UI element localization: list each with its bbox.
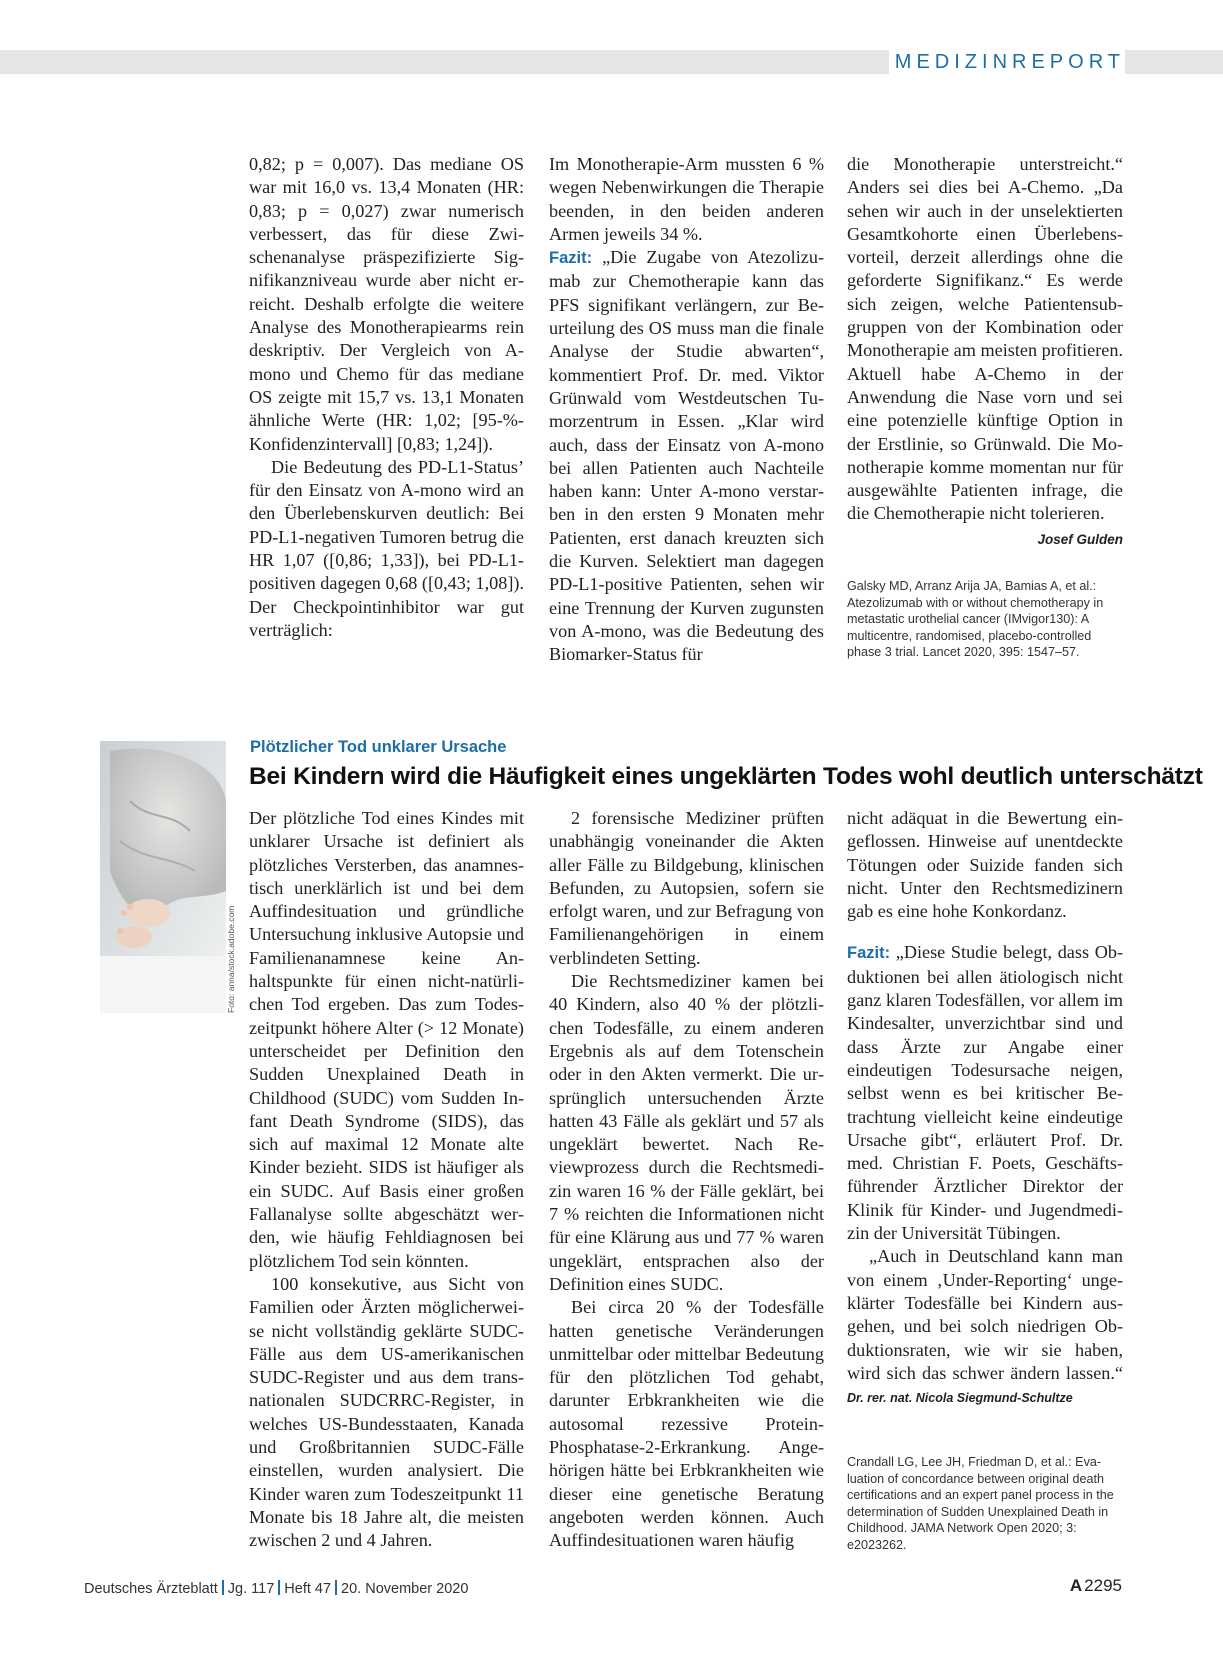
fazit-label: Fazit: xyxy=(847,944,891,963)
footer-issue: Heft 47 xyxy=(284,1581,332,1597)
article1-col1-paragraph-2: Die Bedeutung des PD-L1-Status’ für den Einsatz von A-mono wird an den Überlebenskurven deutlich: Bei PD-L1-negativen Tumoren betrug die HR 1,07 ([0,86; 1,33]), bei PD-L1-positiven dagegen 0,68 ([0,43; 1,08]). Der Checkpointinhibitor war gut verträglich: xyxy=(249,456,524,640)
footer xyxy=(84,1580,468,1597)
footer-date: 20. November 2020 xyxy=(341,1581,469,1597)
article1-col2-paragraph-1: Im Monotherapie-Arm mussten 6 % wegen Nebenwirkungen die Therapie beenden, in den beiden anderen Armen jeweils 34 %. xyxy=(549,154,824,244)
baby-photo xyxy=(100,741,226,1013)
article1-column-1 xyxy=(249,153,524,642)
footer-journal: Deutsches Ärzteblatt xyxy=(84,1581,218,1597)
article1-column-2 xyxy=(549,153,824,667)
article2-col3-text: „Auch in Deutschland kann man von einem ‚Under-Reporting‘ ungeklärter Todesfälle bei Kindern ausgehen, und bei solch niedrigen Obduktionsraten, wie wir sie haben, wird sich das schwer ändern lassen.“ xyxy=(847,1246,1123,1383)
article1-reference: Galsky MD, Arranz Arija JA, Bamias A, et al.: Atezolizumab with or without chemotherapy in metastatic urothelial cancer (IMvigor130): A multicentre, randomised, placebo-controlled phase 3 trial. Lancet 2020, 395: 1547–57. xyxy=(847,579,1104,659)
article1-col3-text: die Monotherapie unterstreicht.“ Anders sei dies bei A-Chemo. „Da sehen wir auch in der unselektierten Gesamtkohorte einen Überlebensvorteil, derzeit allerdings ohne die geforderte Signifikanz.“ Es werde sich zeigen, welche Patientensubgruppen von der Kombination oder Monotherapie am meisten profitieren. Aktuell habe A-Chemo in der Anwendung die Nase vorn und sei eine potenzielle künftige Option in der Erstlinie, so Grünwald. Die Monotherapie komme momentan nur für ausgewählte Patienten infrage, die die Chemotherapie nicht tolerieren. xyxy=(847,154,1123,524)
fazit-text: „Die Zugabe von Atezolizumab zur Chemotherapie kann das PFS signifikant verlängern, zur Beurteilung des OS muss man die finale Analyse der Studie abwarten“, kommentiert Prof. Dr. med. Viktor Grünwald vom Westdeutschen Tumorzentrum in Essen. „Klar wird auch, dass der Einsatz von A-mono bei allen Patienten auch Nachteile haben kann: Unter A-mono verstarben in den ersten 9 Monaten mehr Patienten, erst danach kreuzten sich die Kurven. Selektiert man dagegen PD-L1-positive Patienten, sehen wir eine Trennung der Kurven zugunsten von A-mono, was die Bedeutung des Biomarker-Status für xyxy=(549,247,824,665)
article2-col1-paragraph-1: Der plötzliche Tod eines Kindes mit unklarer Ursache ist definiert als plötzliches Versterben, das anamnestisch unerklärlich ist und bei dem Auffindesituation und gründliche Untersuchung inklusive Autopsie und Familienanamnese keine Anhaltspunkte für einen nicht-natürlichen Tod ergeben. Das zum Todeszeitpunkt höhere Alter (> 12 Monate) unterscheidet per Definition den Sudden Unexplained Death in Childhood (SUDC) vom Sudden Infant Death Syndrome (SIDS), das sich auf maximal 12 Monate alte Kinder bezieht. SIDS ist häufiger als ein SUDC. Auf Basis einer großen Fallanalyse sollte abgeschätzt werden, wie häufig Fehldiagnosen bei plötzlichem Tod sein könnten. xyxy=(249,808,524,1271)
article2-headline: Bei Kindern wird die Häufigkeit eines ungeklärten Todes wohl deutlich unterschätzt xyxy=(249,763,1203,790)
article1-col2-fazit xyxy=(549,246,824,666)
footer-volume: Jg. 117 xyxy=(227,1581,275,1597)
article2-kicker: Plötzlicher Tod unklarer Ursache xyxy=(250,738,507,756)
footer-separator xyxy=(222,1580,224,1595)
article1-col1-paragraph-1: 0,82; p = 0,007). Das mediane OS war mit 16,0 vs. 13,4 Monaten (HR: 0,83; p = 0,027) zwar numerisch verbessert, das für diese Zwischenanalyse präspezifizierte Signifikanzniveau wurde aber nicht erreicht. Deshalb erfolgte die weitere Analyse des Monotherapiearms rein deskriptiv. Der Vergleich von A-mono und Chemo für das mediane OS zeigte mit 15,7 vs. 13,1 Monaten ähnliche Werte (HR: 1,02; [95-%-Konfidenzintervall] [0,83; 1,24]). xyxy=(249,154,524,454)
article2-col3-fazit xyxy=(847,941,1123,1245)
article2-col3-paragraph-1: nicht adäquat in die Bewertung eingeflossen. Hinweise auf unentdeckte Tötungen oder Suizide fanden sich nicht. Unter den Rechtsmedizinern gab es eine hohe Konkordanz. xyxy=(847,808,1123,922)
article2-col2-paragraph-3: Bei circa 20 % der Todesfälle hatten genetische Veränderungen unmittelbar oder mittelbar Bedeutung für den plötzlichen Tod gehabt, darunter Erbkrankheiten wie die autosomal rezessive Protein-Phosphatase-2-Erkrankung. Angehörigen hätte bei Erbkrankheiten wie dieser eine genetische Beratung angeboten werden können. Auch Auffindesituationen waren häufig xyxy=(549,1297,824,1551)
article1-col3-paragraph xyxy=(847,153,1123,547)
article2-col2-paragraph-2: Die Rechtsmediziner kamen bei 40 Kindern, also 40 % der plötzlichen Todesfälle, zu einem anderen Ergebnis als auf dem Totenschein oder in den Akten vermerkt. Die ursprünglich untersuchenden Ärzte hatten 43 Fälle als geklärt und 57 als ungeklärt bewertet. Nach Reviewprozess durch die Rechtsmedizin waren 16 % der Fälle geklärt, bei 7 % reichten die Informationen nicht für eine Klärung aus und 77 % waren ungeklärt, entsprachen also der Definition eines SUDC. xyxy=(549,971,824,1294)
article2-col1-paragraph-2: 100 konsekutive, aus Sicht von Familien oder Ärzten möglicherweise nicht vollständig geklärte SUDC-Fälle aus dem US-amerikanischen SUDC-Register und aus dem transnationalen SUDCRRC-Register, in welches US-Bundesstaaten, Kanada und Großbritannien SUDC-Fälle einstellen, wurden analysiert. Die Kinder waren zum Todeszeitpunkt 11 Monate bis 18 Jahre alt, die meisten zwischen 2 und 4 Jahren. xyxy=(249,1273,524,1551)
article2-col3-paragraph-3 xyxy=(847,1245,1123,1410)
article2-column-2 xyxy=(549,807,824,1553)
footer-separator xyxy=(335,1580,337,1595)
fazit-text: „Diese Studie belegt, dass Obduktionen bei allen ätiologisch nicht ganz klaren Todesfällen, vor allem im Kindesalter, unverzichtbar sind und dass Ärzte zur Angabe einer eindeutigen Todesursache neigen, selbst wenn es bei kritischer Betrachtung vielleicht keine eindeutige Ursache gibt“, erläutert Prof. Dr. med. Christian F. Poets, Geschäftsführender Ärztlicher Direktor der Klinik für Kinder- und Jugendmedizin der Universität Tübingen. xyxy=(847,942,1123,1244)
article2-author: Dr. rer. nat. Nicola Siegmund-Schultze xyxy=(847,1391,1073,1406)
fazit-label: Fazit: xyxy=(549,249,593,268)
article1-author: Josef Gulden xyxy=(1037,531,1123,547)
page-prefix: A xyxy=(1069,1576,1083,1595)
article2-reference: Crandall LG, Lee JH, Friedman D, et al.: Evaluation of concordance between original death certifications and an expert panel process in the determination of Sudden Unexplained Death in Childhood. JAMA Network Open 2020; 3: e2023262. xyxy=(847,1455,1114,1552)
baby-feet-image xyxy=(100,741,226,1013)
photo-credit: Foto: anna/stock.adobe.com xyxy=(226,905,236,1013)
article2-column-3 xyxy=(847,807,1123,1410)
article1-column-3 xyxy=(847,153,1123,551)
page-number xyxy=(1070,1576,1122,1596)
article2-column-1 xyxy=(249,807,524,1553)
footer-separator xyxy=(278,1580,280,1595)
page-number-value: 2295 xyxy=(1084,1576,1122,1595)
article2-col2-paragraph-1: 2 forensische Mediziner prüften unabhängig voneinander die Akten aller Fälle zu Bildgebung, klinischen Befunden, zu Autopsien, sofern sie erfolgt waren, und zur Befragung von Familienangehörigen in einem verblindeten Setting. xyxy=(549,808,824,968)
section-label: MEDIZINREPORT xyxy=(889,49,1125,75)
